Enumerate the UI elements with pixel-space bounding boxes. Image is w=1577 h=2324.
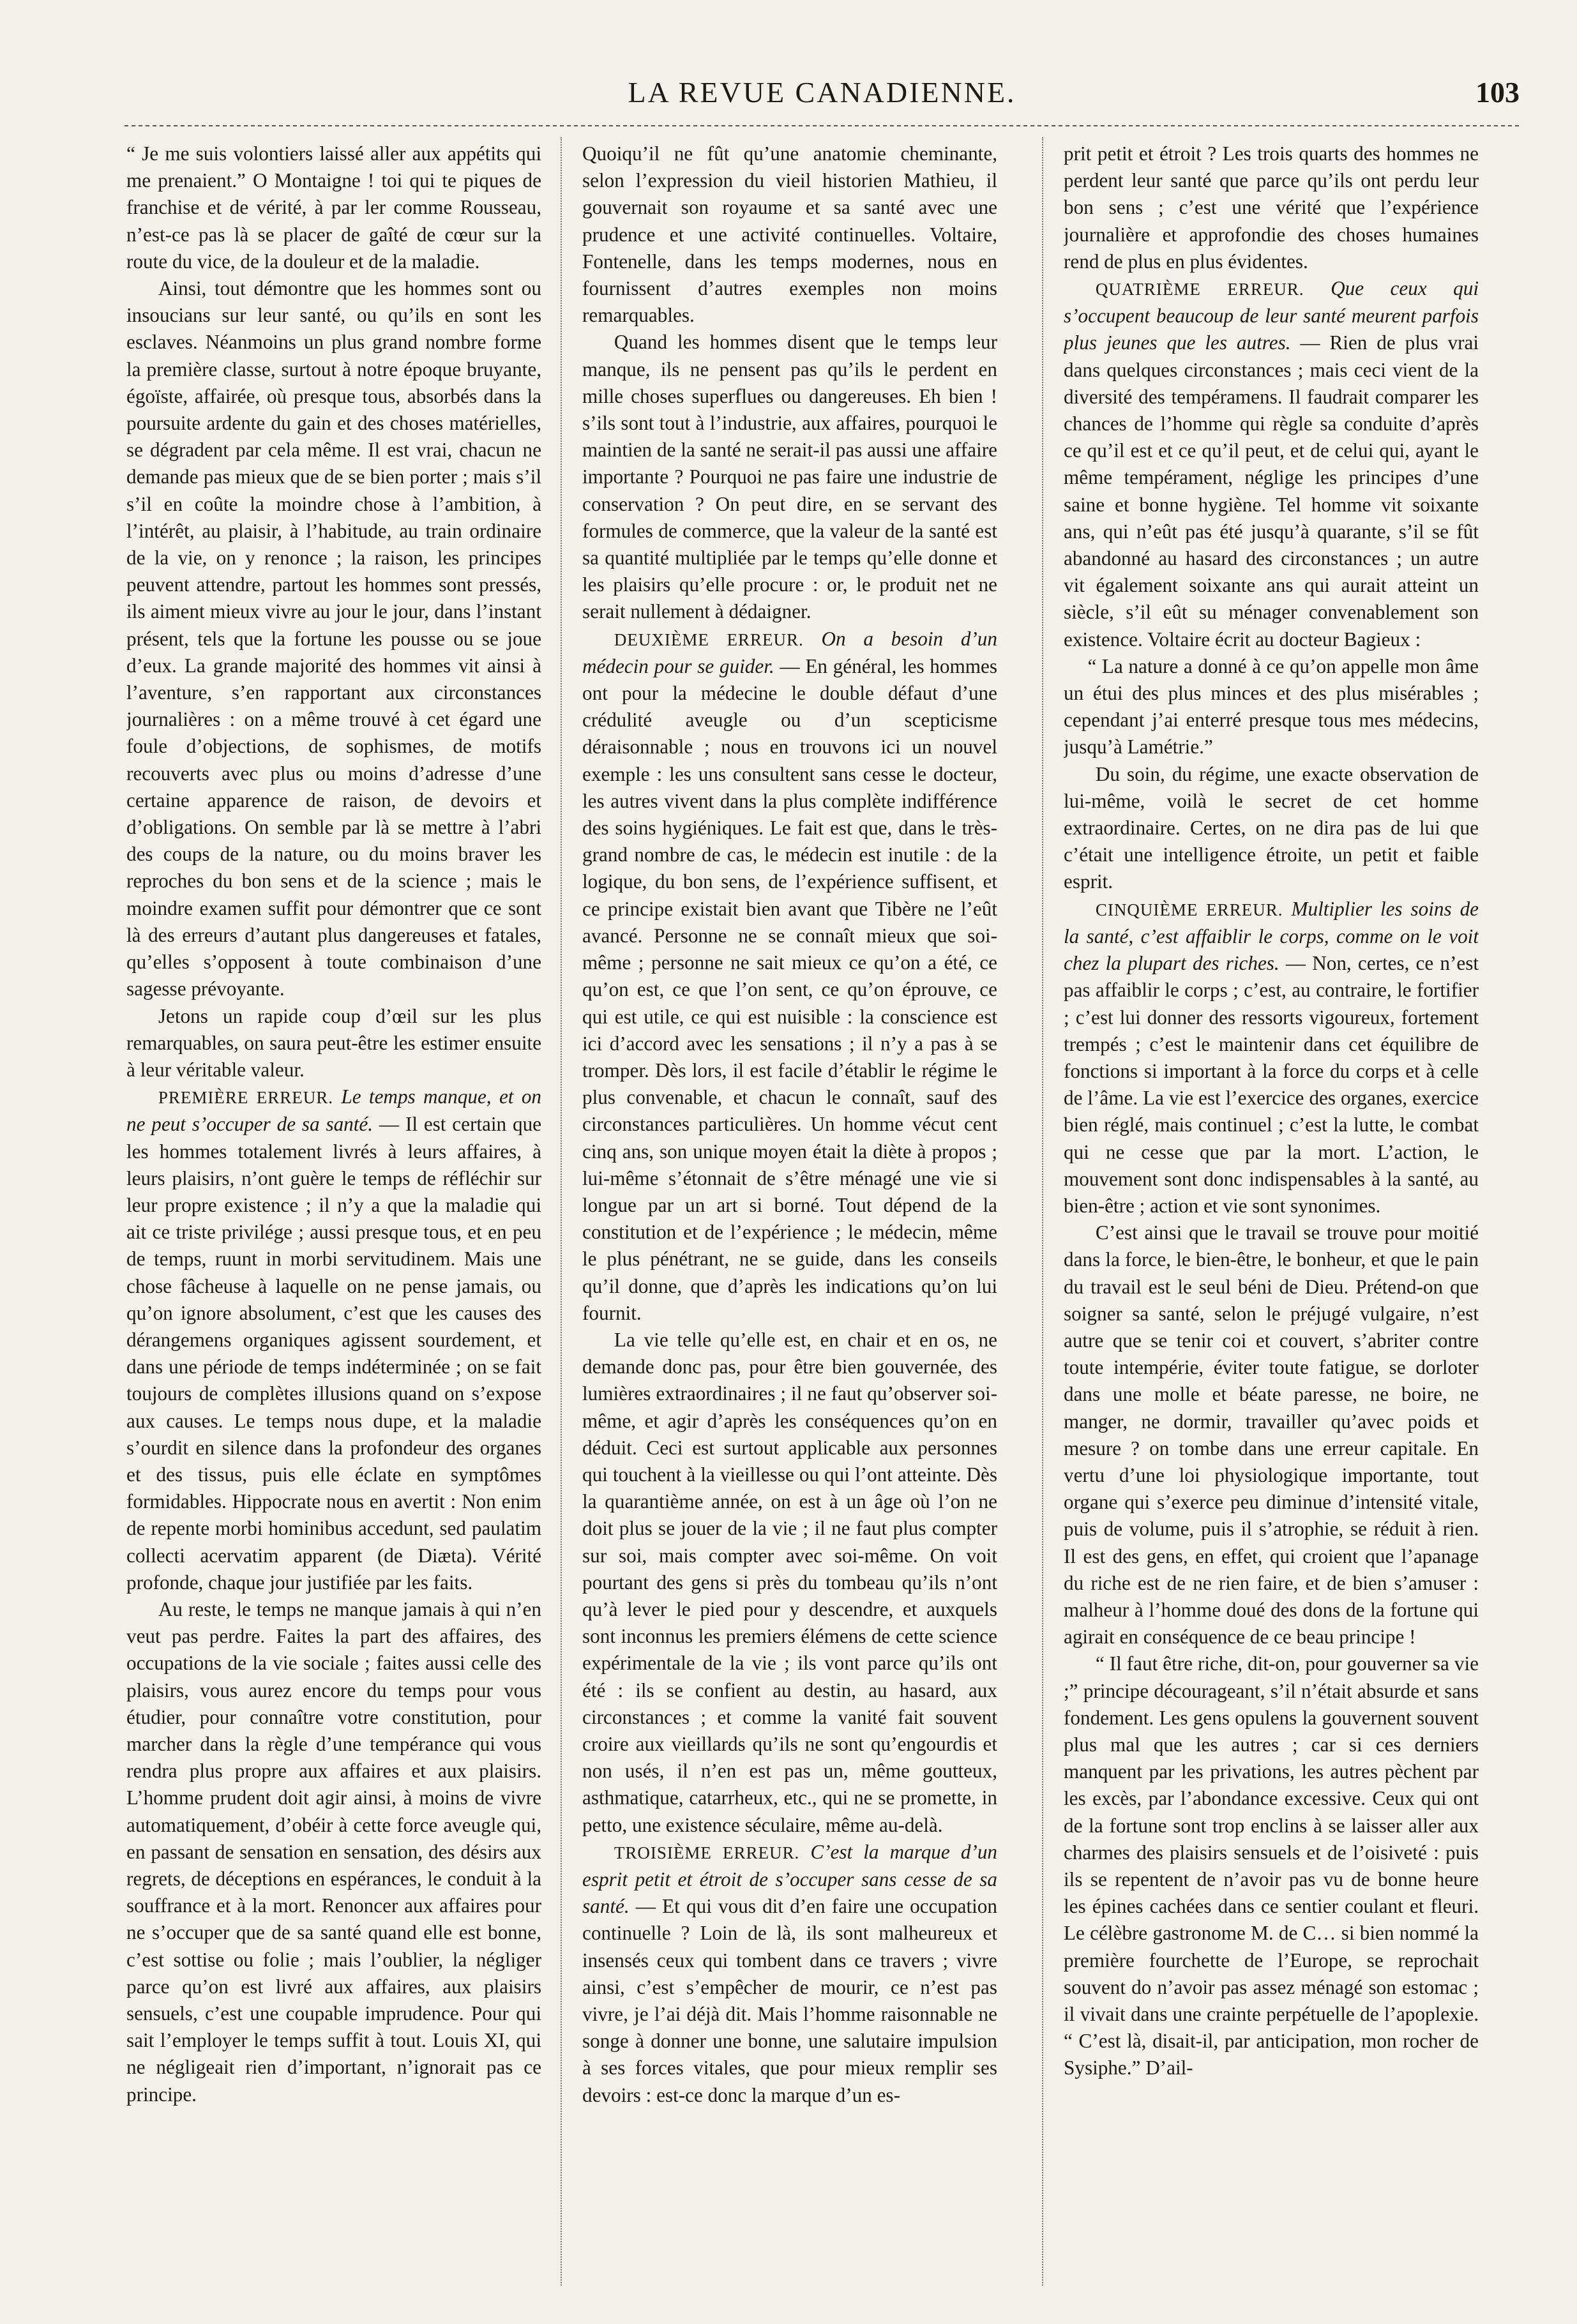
error-statement: Le temps manque, et on ne peut s’occuper de sa santé.	[126, 1085, 541, 1136]
error-heading: CINQUIÈME ERREUR.	[1095, 900, 1283, 919]
column-separator	[1042, 137, 1043, 2286]
paragraph-text: — En général, les hommes ont pour la médecine le double défaut d’une crédulité aveugle ou d’un scepticisme déraisonnable ; nous en trouvons ici un nouvel exemple : les uns consultent sans cesse le docteur, les autres vivent dans la plus complète indifférence des soins hygiéniques. Le fait est que, dans le très-grand nombre de cas, le médecin est inutile : de la logique, du bon sens, de l’expérience suffisent, et ce principe existait bien avant que Tibère ne l’eût avancé. Personne ne se connaît mieux que soi-même ; personne ne sait mieux ce qu’on a été, ce qu’on est, ce que l’on sent, ce qu’on éprouve, ce qui est utile, ce qui est nuisible : la conscience est ici d’accord avec les sensations ; il n’y a pas à se tromper. Dès lors, il est facile d’établir le régime le plus convenable, et chacun le connaît, sauf des circonstances particulières. Un homme vécut cent cinq ans, son unique moyen était la diète à propos ; lui-même s’étonnait de s’être ménagé une vie si longue par un art si borné. Tout dépend de la constitution et de l’expérience ; le médecin, même le plus pénétrant, ne se guide, dans les conseils qu’il donne, que d’après les indications qu’on lui fournit.	[582, 654, 997, 1324]
paragraph-text: La vie telle qu’elle est, en chair et en os, ne demande donc pas, pour être bien gouvernée, des lumières extraordinaires ; il ne faut qu’observer soi-même, et agir d’après les conséquences qu’on en déduit. Ceci est surtout applicable aux personnes qui touchent à la vieillesse ou qui l’ont atteinte. Dès la quarantième année, on est à un âge où l’on ne doit plus se jouer de la vie ; il ne faut plus compter sur soi, mais compter avec soi-même. On voit pourtant des gens si près du tombeau qu’ils n’ont qu’à lever le pied pour y descendre, et auxquels sont inconnus les premiers élémens de cette science expérimentale de la vie ; ils vont parce qu’ils ont été : ils se confient au destin, au hasard, aux circonstances ; et comme la vanité fait souvent croire aux vieillards qu’ils ne sont qu’engourdis et non usés, il n’en est pas un, même goutteux, asthmatique, catarrheux, etc., qui ne se promette, in petto, une existence séculaire, même au-delà.	[582, 1328, 997, 1836]
running-header	[124, 75, 1520, 120]
paragraph-text: “ Il faut être riche, dit-on, pour gouverner sa vie ;” principe décourageant, s’il n’était absurde et sans fondement. Les gens opulens la gouvernent souvent plus mal que les autres ; car si ces derniers manquent par les privations, les autres pèchent par les excès, par l’abondance excessive. Ceux qui ont de la fortune sont trop enclins à se laisser aller aux charmes des plaisirs sensuels et de l’oisiveté : puis ils se repentent de n’avoir pas vu de bonne heure les épines cachées dans ce sentier coulant et fleuri. Le célèbre gastronome M. de C… si bien nommé la première fourchette de l’Europe, se reprochait souvent do n’avoir pas assez ménagé son estomac ; il vivait dans une crainte perpétuelle de l’apoplexie. “ C’est là, disait-il, par anticipation, mon rocher de Sysiphe.” D’ail-	[1064, 1652, 1479, 2079]
paragraph-text: “ La nature a donné à ce qu’on appelle mon âme un étui des plus minces et des plus misérables ; cependant j’ai enterré presque tous mes médecins, jusqu’à Lamétrie.”	[1064, 654, 1479, 758]
paragraph-text: Quoiqu’il ne fût qu’une anatomie cheminante, selon l’expression du vieil historien Mathieu, il gouvernait son royaume et sa santé avec une prudence et une activité continuelles. Voltaire, Fontenelle, dans les temps modernes, nous en fournissent d’autres exemples non moins remarquables.	[582, 142, 997, 327]
paragraph	[582, 329, 997, 625]
journal-title: LA REVUE CANADIENNE.	[628, 76, 1016, 109]
paragraph	[126, 275, 541, 1002]
error-heading: DEUXIÈME ERREUR.	[614, 630, 804, 649]
paragraph-text: C’est ainsi que le travail se trouve pour moitié dans la force, le bien-être, le bonheur, et que le pain du travail est le seul béni de Dieu. Prétend-on que soigner sa santé, selon le préjugé vulgaire, n’est autre que se tenir coi et couvert, s’abriter contre toute intempérie, éviter toute fatigue, se dorloter dans une molle et béate paresse, ne boire, ne manger, ne dormir, travailler qu’avec poids et mesure ? on tombe dans une erreur capitale. En vertu d’une loi physiologique importante, tout organe qui s’exerce peu diminue d’intensité vitale, puis de volume, puis il s’atrophie, se réduit à rien. Il est des gens, en effet, qui croient que l’apanage du riche est de ne rien faire, et de bien s’amuser : malheur à l’homme doué des dons de la fortune qui agirait en conséquence de ce beau principe !	[1064, 1221, 1479, 1649]
page-number: 103	[1475, 76, 1520, 109]
text-column-3	[1064, 140, 1479, 2286]
paragraph	[126, 1083, 541, 1596]
paragraph	[582, 626, 997, 1327]
paragraph-text: — Il est certain que les hommes totalement livrés à leurs affaires, à leurs plaisirs, n’ont guère le temps de réfléchir sur leur propre existence ; il n’y a que la maladie qui ait ce triste privilége ; aussi presque tous, et en peu de temps, ruunt in morbi servitudinem. Mais une chose fâcheuse à laquelle on ne pense jamais, ou qu’on ignore absolument, c’est que les causes des dérangemens organiques agissent sourdement, et dans une période de temps indéterminée ; on se fait toujours de complètes illusions quand on s’expose aux causes. Le temps nous dupe, et la maladie s’ourdit en silence dans la profondeur des organes et des tissus, puis elle éclate en symptômes formidables. Hippocrate nous en avertit : Non enim de repente morbi hominibus accedunt, sed paulatim collecti acervatim apparent (de Diæta). Vérité profonde, chaque jour justifiée par les faits.	[126, 1113, 541, 1594]
text-column-2	[582, 140, 997, 2286]
paragraph-text: Du soin, du régime, une exacte observation de lui-même, voilà le secret de cet homme extraordinaire. Certes, on ne dira pas de lui que c’était une intelligence étroite, un petit et faible esprit.	[1064, 762, 1479, 893]
paragraph-text: Jetons un rapide coup d’œil sur les plus remarquables, on saura peut-être les estimer ensuite à leur véritable valeur.	[126, 1004, 541, 1081]
paragraph	[1064, 140, 1479, 275]
paragraph	[126, 1596, 541, 2108]
error-heading: TROISIÈME ERREUR.	[614, 1843, 800, 1862]
paragraph-text: Quand les hommes disent que le temps leur manque, ils ne pensent pas qu’ils le perdent en mille choses superflues ou dangereuses. Eh bien ! s’ils sont tout à l’industrie, aux affaires, pourquoi le maintien de la santé ne serait-il pas aussi une affaire importante ? Pourquoi ne pas faire une industrie de conservation ? On peut dire, en se servant des formules de commerce, que la valeur de la santé est sa quantité multipliée par le temps qu’elle donne et les plaisirs qu’elle procure : or, le produit net ne serait nullement à dédaigner.	[582, 331, 997, 623]
error-heading: QUATRIÈME ERREUR.	[1095, 280, 1304, 299]
paragraph	[126, 1003, 541, 1084]
paragraph	[1064, 653, 1479, 761]
paragraph-text: Au reste, le temps ne manque jamais à qui n’en veut pas perdre. Faites la part des affaires, des occupations de la vie sociale ; faites aussi celle des plaisirs, vous aurez encore du temps pour vous étudier, pour connaître votre constitution, pour marcher dans la règle d’une tempérance qui vous rendra plus propre aux affaires et aux plaisirs. L’homme prudent doit agir ainsi, à moins de vivre automatiquement, d’obéir à cette force aveugle qui, en passant de sensation en sensation, des désirs aux regrets, de déceptions en espérances, le conduit à la souffrance et à la mort. Renoncer aux affaires pour ne s’occuper que de sa santé quand elle est bonne, c’est sottise ou folie ; mais l’oublier, la négliger parce qu’on est livré aux affaires, aux plaisirs sensuels, c’est une coupable imprudence. Pour qui sait l’employer le temps suffit à tout. Louis XI, qui ne négligeait rien d’important, n’ignorait pas ce principe.	[126, 1597, 541, 2106]
paragraph	[582, 1327, 997, 1839]
paragraph-text: Ainsi, tout démontre que les hommes sont ou insoucians sur leur santé, ou qu’ils en sont les esclaves. Néanmoins un plus grand nombre forme la première classe, surtout à notre époque bruyante, égoïste, affairée, où presque tous, absorbés dans la poursuite ardente du gain et des choses matérielles, se dégradent par cela même. Il est vrai, chacun ne demande pas mieux que de se bien porter ; mais s’il s’il en coûte la moindre chose à l’ambition, à l’intérêt, au plaisir, à l’habitude, au train ordinaire de la vie, on y renonce ; la raison, les principes peuvent attendre, partout les hommes sont pressés, ils aiment mieux vivre au jour le jour, dans l’instant présent, tels que la fortune les pousse ou se joue d’eux. La grande majorité des hommes vit ainsi à l’aventure, s’en rapportant aux circonstances journalières : on a même trouvé à cet égard une foule d’objections, de sophismes, de motifs recouverts avec plus ou moins d’adresse d’une certaine apparence de raison, de devoirs et d’obligations. On semble par là se mettre à l’abri des coups de la nature, ou du moins braver les reproches du bon sens et de la science ; mais le moindre examen suffit pour démontrer que ce sont là des erreurs d’autant plus dangereuses et fatales, qu’elles s’opposent à toute combinaison d’une sagesse prévoyante.	[126, 277, 541, 1000]
paragraph-text: — Et qui vous dit d’en faire une occupation continuelle ? Loin de là, ils sont malheureux et insensés ceux qui tombent dans ce travers ; vivre ainsi, c’est s’empêcher de mourir, ce n’est pas vivre, je l’ai déjà dit. Mais l’homme raisonnable ne songe à donner une bonne, une salutaire impulsion à ses forces vitales, que pour mieux remplir ses devoirs : est-ce donc la marque d’un es-	[582, 1895, 997, 2106]
error-heading: PREMIÈRE ERREUR.	[158, 1088, 333, 1108]
error-statement: Que ceux qui s’occupent beaucoup de leur santé meurent parfois plus jeunes que les autres.	[1064, 277, 1479, 354]
paragraph-text: — Non, certes, ce n’est pas affaiblir le corps ; c’est, au contraire, le fortifier ; c’est lui donner des ressorts vigoureux, fortement trempés ; c’est le maintenir dans cet équilibre de fonctions si important à la force du corps et à celle de l’âme. La vie est l’exercice des organes, exercice bien réglé, mais continuel ; c’est la lutte, le combat qui ne cesse que par la mort. L’action, le mouvement sont donc indispensables à la santé, au bien-être ; action et vie sont synonimes.	[1064, 952, 1479, 1217]
paragraph	[1064, 1219, 1479, 1650]
text-column-1	[126, 140, 541, 2286]
error-statement: C’est la marque d’un esprit petit et étroit de s’occuper sans cesse de sa santé.	[582, 1840, 997, 1918]
paragraph-text: “ Je me suis volontiers laissé aller aux appétits qui me prenaient.” O Montaigne ! toi qui te piques de franchise et de vérité, à par ler comme Rousseau, n’est-ce pas là se placer de gaîté de cœur sur la route du vice, de la douleur et de la maladie.	[126, 142, 541, 273]
paragraph	[582, 1839, 997, 2109]
paragraph	[126, 140, 541, 275]
paragraph-text: — Rien de plus vrai dans quelques circonstances ; mais ceci vient de la diversité des tempéramens. Il faudrait comparer les chances de l’homme qui règle sa conduite d’après ce qu’il est et ce qu’il peut, et de celui qui, ayant le même tempérament, néglige les principes d’une saine et bonne hygiène. Tel homme vit soixante ans, qui n’eût pas été jusqu’à quarante, s’il se fût abandonné au hasard des circonstances ; un autre vit également soixante ans qui aurait atteint un siècle, s’il eût su ménager convenablement son existence. Voltaire écrit au docteur Bagieux :	[1064, 331, 1479, 651]
error-statement: Multiplier les soins de la santé, c’est affaiblir le corps, comme on le voit chez la plupart des riches.	[1064, 897, 1479, 975]
paragraph	[1064, 896, 1479, 1219]
paragraph	[1064, 1650, 1479, 2081]
paragraph	[1064, 275, 1479, 653]
paragraph-text: prit petit et étroit ? Les trois quarts des hommes ne perdent leur santé que parce qu’ils ont perdu leur bon sens ; c’est une vérité que l’expérience journalière et approfondie des choses humaines rend de plus en plus évidentes.	[1064, 142, 1479, 273]
error-statement: On a besoin d’un médecin pour se guider.	[582, 627, 997, 677]
paragraph	[1064, 761, 1479, 896]
header-rule	[124, 125, 1520, 126]
column-separator	[561, 137, 562, 2286]
paragraph	[582, 140, 997, 329]
